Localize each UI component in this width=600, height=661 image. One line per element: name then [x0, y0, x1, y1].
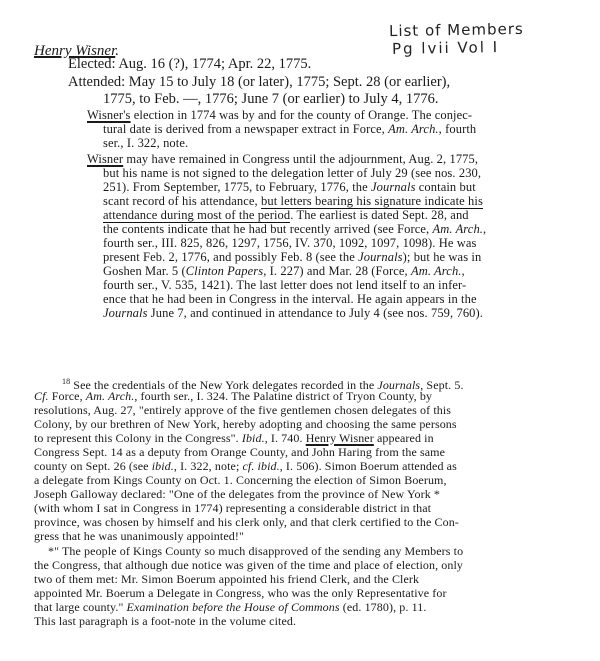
attended-line-2: 1775, to Feb. —, 1776; June 7 (or earlier) to July 4, 1776. — [103, 91, 439, 107]
note2-line: but his name is not signed to the delegation letter of July 29 (see nos. 230, — [103, 166, 482, 180]
footnote-line: $^{18}$ See the credentials of the New York delegates recorded in the Journals, Sept. 5. — [62, 377, 464, 392]
note2-line: fourth ser., III. 825, 826, 1297, 1756, IV. 370, 1092, 1097, 1098). He was — [103, 236, 477, 250]
note2-line: present Feb. 2, 1776, and possibly Feb. 8 (see the Journals); but he was in — [103, 250, 482, 264]
footnote-line: resolutions, Aug. 27, "entirely approve of the five gentlemen chosen delegates of this — [34, 403, 452, 417]
footnote-line: the Congress, that although due notice was given of the time and place of election, only — [34, 558, 464, 572]
footnote-line: that large county." Examination before the House of Commons (ed. 1780), p. 11. — [34, 600, 427, 614]
note2-line: ence that he had been in Congress in the interval. He again appears in the — [103, 292, 477, 306]
footnote-line: a delegate from Kings County on Oct. 1. Concerning the election of Simon Boerum, — [34, 473, 447, 487]
footnote-line: Congress Sept. 14 as a deputy from Orange County, and John Haring from the same — [34, 445, 446, 459]
member-name: Henry Wisner — [34, 43, 116, 59]
note1-line: ser., I. 322, note. — [103, 136, 189, 150]
note2-line: scant record of his attendance, but letters bearing his signature indicate his — [103, 194, 483, 208]
attended-line-1: Attended: May 15 to July 18 (or later), 1775; Sept. 28 (or earlier), — [68, 74, 451, 90]
note2-line: Wisner may have remained in Congress until the adjournment, Aug. 2, 1775, — [87, 152, 479, 166]
footnote-line: Cf. Force, Am. Arch., fourth ser., I. 324. The Palatine district of Tryon County, by — [34, 389, 433, 403]
footnote-line: This last paragraph is a foot-note in the volume cited. — [34, 614, 297, 628]
handwritten-underline: attendance during most of the period — [103, 208, 291, 222]
footnote-line: two of them met: Mr. Simon Boerum appointed his friend Clerk, and the Clerk — [34, 572, 420, 586]
footnote-line: *" The people of Kings County so much disapproved of the sending any Members to — [48, 544, 464, 558]
note2-line: fourth ser., V. 535, 1421). The last letter does not lend itself to an infer- — [103, 278, 467, 292]
footnote-line: Colony, by our brethren of New York, hereby adopting and choosing the same persons — [34, 417, 457, 431]
note1-line: tural date is derived from a newspaper extract in Force, Am. Arch., fourth — [103, 122, 477, 136]
note2-line: Journals June 7, and continued in attendance to July 4 (see nos. 759, 760). — [103, 306, 484, 320]
note2-line: the contents indicate that he had but recently arrived (see Force, Am. Arch., — [103, 222, 487, 236]
footnote-line: Joseph Galloway declared: "One of the delegates from the province of New York * — [34, 487, 441, 501]
footnote-line: to represent this Colony in the Congress". Ibid., I. 740. Henry Wisner appeared in — [34, 431, 434, 445]
footnote-marker: 18 — [62, 377, 71, 386]
footnote-line: (with whom I sat in Congress in 1774) representing a considerable district in that — [34, 501, 432, 515]
note2-line: Goshen Mar. 5 (Clinton Papers, I. 227) and Mar. 28 (Force, Am. Arch., — [103, 264, 465, 278]
footnote-line: province, was chosen by himself and his clerk only, and that clerk certified to the Con- — [34, 515, 459, 529]
handwritten-note-line1: List of Members — [388, 19, 524, 41]
footnote-line: county on Sept. 26 (see ibid., I. 322, note; cf. ibid., I. 506). Simon Boerum attended as — [34, 459, 457, 473]
handwritten-note-line2: Pg lvii Vol I — [391, 38, 500, 58]
note2-line: 251). From September, 1775, to February, 1776, the Journals contain but — [103, 180, 476, 194]
elected-line: Elected: Aug. 16 (?), 1774; Apr. 22, 1775. — [68, 56, 312, 72]
footnote-line: appointed Mr. Boerum a Delegate in Congress, who was the only Representative for — [34, 586, 447, 600]
footnote-line: gress that he was unanimously appointed!" — [34, 529, 244, 543]
note1-line: Wisner's election in 1774 was by and for the county of Orange. The conjec- — [87, 108, 473, 122]
entry-heading: Henry Wisner. — [34, 43, 119, 59]
note2-line: attendance during most of the period. The earliest is dated Sept. 28, and — [103, 208, 469, 222]
handwritten-underline: but letters bearing his signature indicate his — [261, 194, 483, 208]
